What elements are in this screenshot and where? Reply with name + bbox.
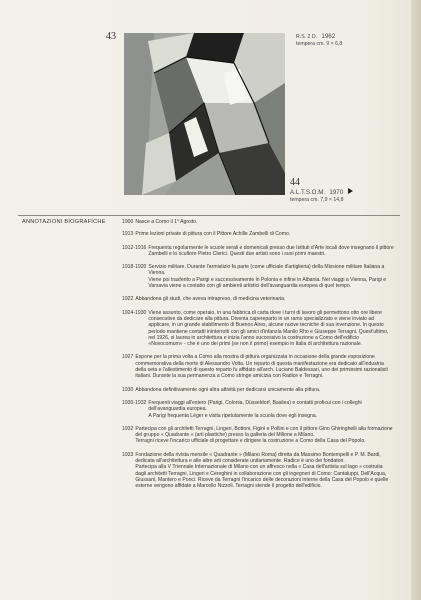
- bio-text: [135, 387, 394, 393]
- bio-paragraph: Abbandona gli studi, che aveva intrapreso, di medicina veterinaria.: [135, 296, 286, 303]
- plate-44-year: 1970: [329, 189, 344, 196]
- bio-year: 1930: [122, 386, 134, 393]
- bio-text: [135, 231, 394, 237]
- bio-entry: [122, 426, 394, 445]
- bio-text: [135, 296, 394, 302]
- bio-entry: [122, 296, 394, 302]
- plate-44-caption: [290, 189, 344, 204]
- artwork-plate-43: [124, 33, 285, 195]
- bio-paragraph: Nasce a Como il 1° Agosto.: [135, 219, 198, 225]
- bio-year: 1922: [122, 296, 134, 303]
- plate-43-year: 1962: [321, 33, 336, 40]
- bio-text: [135, 426, 394, 445]
- bio-year: 1918-1920: [122, 264, 147, 271]
- plate-43-technique: tempera cm. 9 × 6,8: [296, 41, 343, 47]
- bio-paragraph: Terragni riceve l'incarico ufficiale di progettare e dirigere la costruzione a Como della Casa del Popolo.: [135, 438, 366, 445]
- bio-year: 1933: [122, 451, 134, 458]
- plate-43-title: R.S. 2 D.: [296, 34, 318, 40]
- bio-text: [148, 310, 394, 348]
- biography-list: [122, 219, 394, 490]
- bio-paragraph: A Parigi frequenta Léger e visita ripetutamente la scuola dove egli insegna.: [148, 412, 318, 419]
- bio-year: 1913: [122, 231, 134, 238]
- bio-paragraph: Viene poi trasferito a Parigi e successivamente in Polonia e infine in Albania. Nei viaggi a Vienna, Parigi e Varsavia viene a contatto con gli ambienti artistici dell'avanguardia europea di quel tempo.: [148, 276, 387, 290]
- bio-year: 1900: [122, 219, 134, 225]
- plate-number-44: 44: [290, 177, 300, 188]
- page-turn-arrow-icon: [348, 188, 353, 194]
- bio-entry: [122, 354, 394, 379]
- bio-paragraph: Partecipa alla V Triennale Internazionale di Milano con un affresco nella « Casa dell'artista sul lago » costruita dagli architetti Terragni, Lingeri e Cereghini in collaborazione con gli ingegneri di Como: Cantaluppi, Dell'Acqua, Giussani, Mantero e Ponci. Riceve da Terragni l'incarico delle decorazioni interne della Casa del Popolo e quelle esterne vengono affidate a Marcello Nizzoli. Terragni stende il progetto dell'edificio.: [135, 464, 389, 490]
- bio-text: [148, 245, 394, 258]
- bio-paragraph: Servizio militare. Durante l'armistizio fa parte (come ufficiale d'artiglieria) della Missione militare Italiana a Vienna.: [148, 264, 385, 277]
- plate-44-technique: tempera cm. 7,9 × 14,8: [290, 197, 344, 203]
- bio-entry: [122, 219, 394, 225]
- bio-paragraph: Espone per la prima volta a Como alla mostra di pittura organizzata in occasione della grande esposizione commemorativa della morte di Alessandro Volta. Un reparto di questa manifestazione era dedicato all'industria della seta e l'allestimento di questo reparto fu affidato all'arch. Luciano Baldessari, uno dei primissimi razionalisti italiani. Durante la sua permanenza a Como stringe amicizia con Radice e Terragni.: [135, 354, 388, 380]
- bio-paragraph: Frequenta regolarmente le scuole serali e domenicali presso due Istituti d'Arte locali dove insegnano il pittore Zambelli e lo scultore Pietro Clerici. Questi due artisti sono i suoi primi maestri.: [148, 244, 394, 257]
- bio-entry: [122, 452, 394, 490]
- plate-43-caption: [296, 33, 342, 48]
- bio-paragraph: Prime lezioni private di pittura con il Pittore Achille Zambelli di Como.: [135, 231, 291, 238]
- bio-text: [135, 452, 394, 490]
- bio-text: [135, 219, 394, 225]
- bio-year: 1924-1930: [122, 309, 147, 316]
- section-divider: [18, 215, 400, 216]
- bio-entry: [122, 245, 394, 258]
- bio-text: [135, 354, 394, 379]
- bio-entry: [122, 310, 394, 348]
- plate-number-43: 43: [106, 31, 116, 42]
- section-title: ANNOTAZIONI BIOGRAFICHE: [22, 219, 106, 225]
- bio-year: 1927: [122, 354, 134, 361]
- bio-entry: [122, 387, 394, 393]
- bio-year: 1930-1932: [122, 399, 147, 406]
- plate-44-title: A.L.T.S.O.M.: [290, 189, 326, 196]
- bio-paragraph: Fondazione della rivista mensile « Quadrante » (Milano Roma) diretta da Massimo Bontempelli e P. M. Bardi, dedicata all'architettura e alle altre arti considerate unitariamente. Radice è uno dei fondatori.: [135, 451, 381, 465]
- bio-entry: [122, 231, 394, 237]
- bio-text: [148, 400, 394, 419]
- page-edge-shadow: [411, 0, 421, 600]
- bio-paragraph: Abbandona definitivamente ogni altra attività per dedicarsi unicamente alla pittura.: [135, 386, 321, 393]
- bio-entry: [122, 400, 394, 419]
- bio-year: 1932: [122, 425, 134, 432]
- bio-paragraph: Partecipa con gli architetti Terragni, Lingeri, Bottoni, Figini e Pollini e con il pittore Gino Ghiringhelli alla formazione del gruppo « Quadrante » (arti plastiche) presso la galleria del Milione a Milano.: [135, 425, 393, 439]
- bio-paragraph: Viene assunto, come operaio, in una fabbrica di carta dove i turni di lavoro gli permettono otto ore libere consecutive da dedicare alla pittura. Diventa capereparto in un ramo specializzato e viene inviato ad applicare, in un grande stabilimento di Buenos Aires, alcune nuove tecniche di sua invenzione. In questo periodo mantiene contatti ininterrotti con gli amici d'infanzia Manlio Rho e Giuseppe Terragni. Quest'ultimo, nel 1926, si laurea in architettura e inizia l'anno successivo la costruzione a Como dell'edificio «Novocomum» - che è uno dei primi (se non il primo) esempio in Italia di architettura razionale.: [148, 309, 389, 348]
- bio-paragraph: Frequenti viaggi all'estero (Parigi, Colonia, Düsseldorf, Basilea) e contatti proficui con i colleghi dell'avanguardia europea.: [148, 399, 362, 413]
- bio-entry: [122, 264, 394, 289]
- bio-text: [148, 264, 394, 289]
- bio-year: 1912-1916: [122, 244, 147, 251]
